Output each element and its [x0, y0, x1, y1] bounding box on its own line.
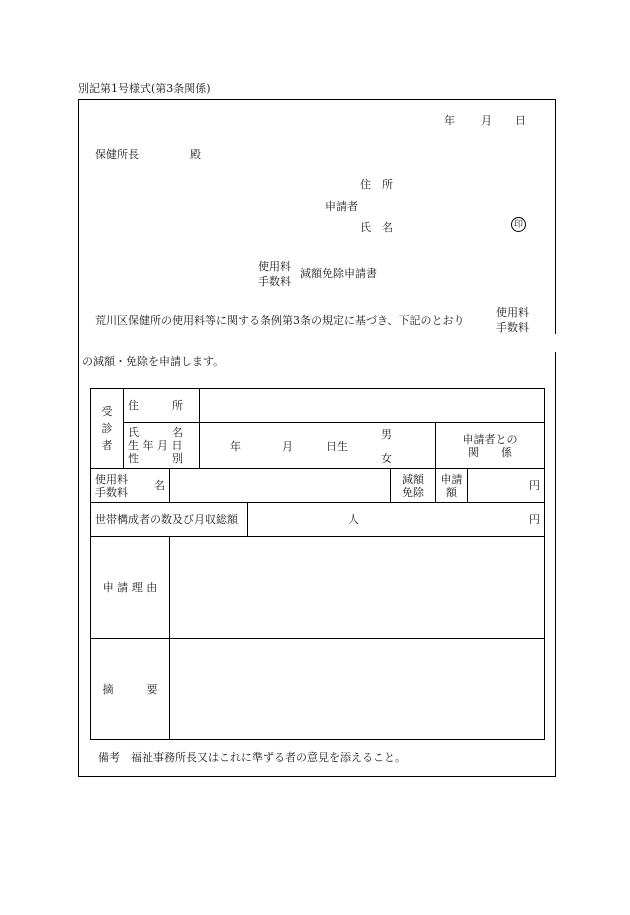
- body-stack-fee1: 使用料: [496, 306, 529, 319]
- household-input-cell[interactable]: [248, 503, 545, 537]
- relation-label-cell: 申請者との 関 係: [436, 423, 545, 469]
- application-table: [90, 388, 545, 740]
- addressee-honorific: 殿: [190, 148, 201, 161]
- form-title: 減額免除申請書: [300, 267, 377, 280]
- birth-month-label: 月: [282, 439, 293, 453]
- seal-mark: 印: [511, 217, 526, 232]
- apply-amount-label-cell: 申請額: [436, 469, 468, 503]
- addressee-title: 保健所長: [95, 148, 139, 161]
- applicant-address-label: 住 所: [360, 178, 393, 191]
- body-text-line1: 荒川区保健所の使用料等に関する条例第3条の規定に基づき、下記のとおり: [95, 314, 465, 327]
- name-birth-sex-label-cell: 氏 名 生 年 月 日 性 別: [124, 423, 200, 469]
- summary-input-cell[interactable]: [170, 639, 545, 740]
- birthdate-cell[interactable]: [200, 423, 436, 469]
- household-yen-unit: 円: [529, 512, 540, 526]
- note-text: 備考 福祉事務所長又はこれに準ずる者の意見を添えること。: [98, 751, 406, 764]
- date-month-label: 月: [481, 114, 492, 127]
- sex-male[interactable]: 男: [381, 427, 392, 441]
- reason-label-cell: 申 請 理 由: [91, 537, 170, 639]
- address-input-cell[interactable]: [200, 389, 545, 423]
- fee-name-input-cell[interactable]: [170, 469, 391, 503]
- applicant-name-label: 氏 名: [360, 221, 393, 234]
- title-fee-line2: 手数料: [258, 275, 291, 288]
- fee-label-cell: 使用料 手数料 名: [91, 469, 170, 503]
- patient-label-cell: 受 診 者: [91, 389, 124, 469]
- summary-label-cell: 摘 要: [91, 639, 170, 740]
- body-stack-fee2: 手数料: [496, 321, 529, 334]
- applicant-label: 申請者: [325, 200, 358, 213]
- reduce-label-cell: 減額 免除: [391, 469, 436, 503]
- frame-gap: [540, 334, 560, 352]
- birth-day-label: 日生: [326, 439, 348, 453]
- birth-year-label: 年: [230, 439, 241, 453]
- date-year-label: 年: [444, 114, 455, 127]
- persons-unit: 人: [348, 512, 359, 526]
- apply-amount-input-cell[interactable]: 円: [468, 469, 545, 503]
- form-id: 別記第1号様式(第3条関係): [78, 82, 211, 95]
- title-fee-line1: 使用料: [258, 260, 291, 273]
- reason-input-cell[interactable]: [170, 537, 545, 639]
- body-text-line2: の減額・免除を申請します。: [82, 355, 225, 368]
- date-day-label: 日: [515, 114, 526, 127]
- household-label-cell: 世帯構成者の数及び月収総額: [91, 503, 248, 537]
- address-label-cell: 住 所: [124, 389, 200, 423]
- sex-female[interactable]: 女: [381, 451, 392, 465]
